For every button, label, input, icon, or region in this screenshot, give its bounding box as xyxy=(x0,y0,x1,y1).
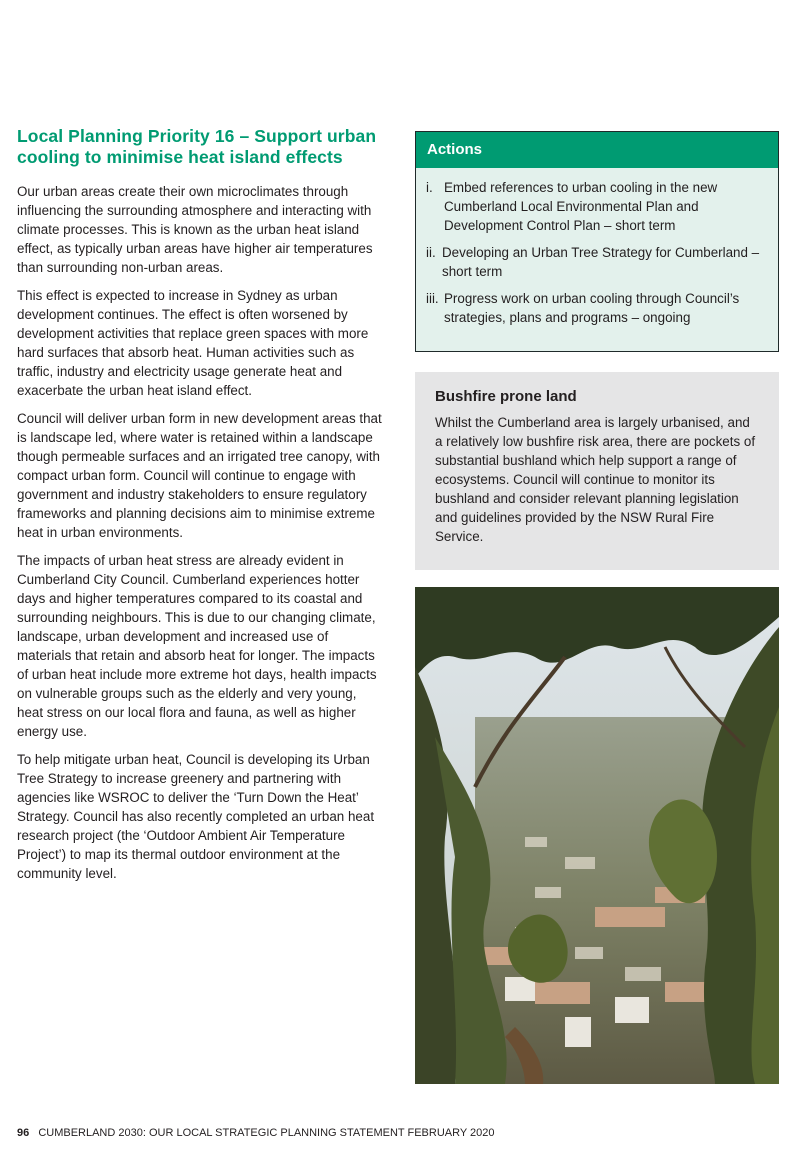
bushfire-box xyxy=(415,372,779,570)
bushfire-title: Bushfire prone land xyxy=(435,388,577,405)
action-text: Developing an Urban Tree Strategy for Cumberland – short term xyxy=(442,245,760,279)
suburb-tree-photo xyxy=(415,587,779,1084)
body-paragraph: To help mitigate urban heat, Council is developing its Urban Tree Strategy to increase greenery and partnering with agencies like WSROC to deliver the ‘Turn Down the Heat’ Strategy. Council has also recently completed an urban heat research project (the ‘Outdoor Ambient Air Temperature Project’) to map its thermal outdoor environment at the community level. xyxy=(17,752,375,881)
action-text: Progress work on urban cooling through Council’s strategies, plans and programs – ongoing xyxy=(444,291,740,325)
action-item xyxy=(426,289,768,327)
footer-text: CUMBERLAND 2030: OUR LOCAL STRATEGIC PLANNING STATEMENT FEBRUARY 2020 xyxy=(38,1127,495,1139)
body-paragraph: Council will deliver urban form in new development areas that is landscape led, where water is retained within a landscape though permeable surfaces and an irrigated tree canopy, with compact urban form. Council will continue to engage with government and industry stakeholders to ensure regulatory frameworks and planning decisions aim to minimise extreme heat in urban environments. xyxy=(17,411,382,540)
action-number: ii. xyxy=(426,245,436,260)
action-text: Embed references to urban cooling in the new Cumberland Local Environmental Plan and Development Control Plan – short term xyxy=(444,180,718,233)
body-paragraph: This effect is expected to increase in Sydney as urban development continues. The effect is often worsened by development activities that replace green spaces with more hard surfaces that absorb heat. Human activities such as traffic, industry and electricity usage generate heat and exacerbate the urban heat island effect. xyxy=(17,288,369,398)
page-number: 96 xyxy=(17,1127,30,1139)
action-number: i. xyxy=(426,180,433,195)
page-footer xyxy=(17,1127,495,1139)
page-heading: Local Planning Priority 16 – Support urban cooling to minimise heat island effects xyxy=(17,126,377,167)
main-column xyxy=(17,126,385,892)
actions-title: Actions xyxy=(416,132,778,168)
bushfire-text: Whilst the Cumberland area is largely urbanised, and a relatively low bushfire risk area, there are pockets of substantial bushland which help support a range of ecosystems. Council will continue to monitor its bushland and consider relevant planning legislation and guidelines provided by the NSW Rural Fire Service. xyxy=(435,415,756,544)
body-paragraph: Our urban areas create their own microclimates through influencing the surrounding atmosphere and interacting with climate processes. This is known as the urban heat island effect, as typically urban areas have higher air temperatures than surrounding non-urban areas. xyxy=(17,184,373,275)
actions-list xyxy=(416,168,778,327)
body-paragraph: The impacts of urban heat stress are already evident in Cumberland City Council. Cumberland experiences hotter days and higher temperatures compared to its coastal and surrounding neighbours. This is due to our changing climate, landscape, urban development and increased use of materials that retain and absorb heat for longer. The impacts of urban heat include more extreme hot days, health impacts on vulnerable groups such as the elderly and very young, heat stress on our local flora and fauna, as well as higher energy use. xyxy=(17,553,377,739)
action-item xyxy=(426,243,768,281)
actions-box xyxy=(415,131,779,352)
action-item xyxy=(426,178,768,235)
action-number: iii. xyxy=(426,291,439,306)
